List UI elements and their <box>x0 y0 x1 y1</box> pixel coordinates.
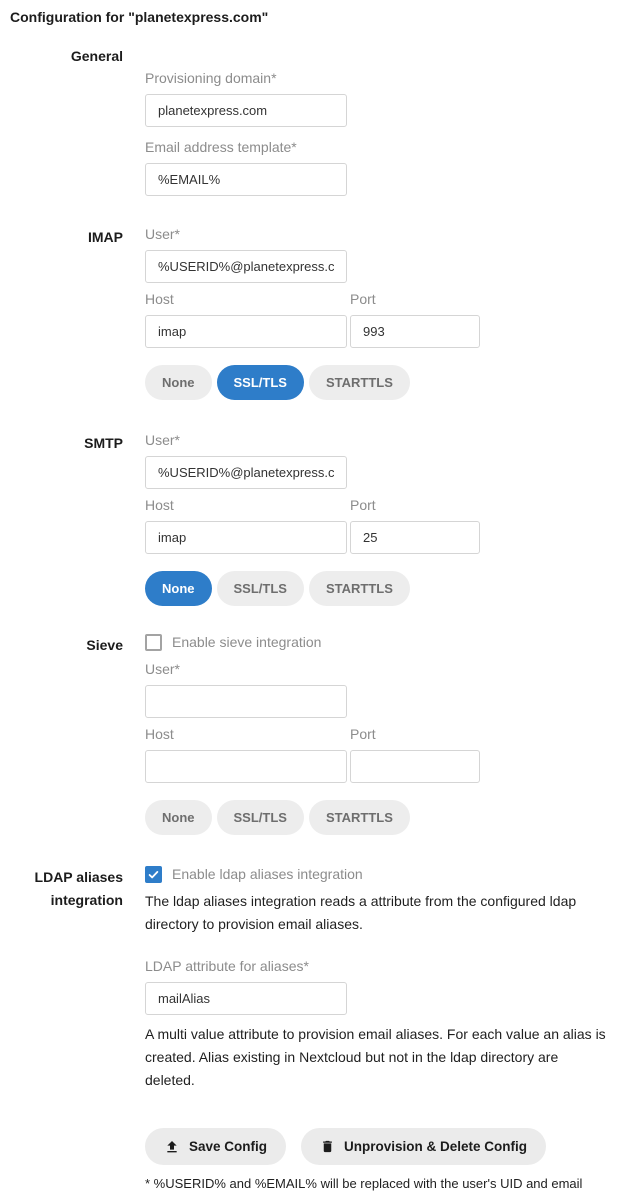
section-general <box>10 45 642 196</box>
checkmark-icon <box>147 868 160 881</box>
smtp-security-ssltls-button[interactable]: SSL/TLS <box>217 571 304 606</box>
section-general-label: General <box>70 48 123 64</box>
ldap-description <box>145 890 642 936</box>
provisioning-domain-input[interactable] <box>145 94 347 127</box>
provisioning-domain-label: Provisioning domain* <box>145 70 277 86</box>
smtp-port-label: Port <box>350 497 376 513</box>
email-template-input[interactable] <box>145 163 347 196</box>
ldap-description-line: directory to provision email aliases. <box>145 916 363 932</box>
imap-port-label: Port <box>350 291 376 307</box>
upload-icon <box>164 1139 180 1155</box>
imap-user-input[interactable] <box>145 250 347 283</box>
section-ldap-content <box>145 866 642 1192</box>
smtp-user-input[interactable] <box>145 456 347 489</box>
imap-host-input[interactable] <box>145 315 347 348</box>
ldap-attribute-input[interactable] <box>145 982 347 1015</box>
trash-icon <box>320 1139 335 1154</box>
section-general-content <box>145 45 642 196</box>
email-template-label: Email address template* <box>145 139 297 155</box>
unprovision-delete-label: Unprovision & Delete Config <box>344 1139 528 1154</box>
smtp-security-toggle <box>145 571 642 606</box>
imap-security-toggle <box>145 365 642 400</box>
sieve-host-input[interactable] <box>145 750 347 783</box>
section-sieve-label: Sieve <box>86 637 123 653</box>
imap-user-label: User* <box>145 226 181 242</box>
section-imap-content <box>145 226 642 400</box>
sieve-user-label: User* <box>145 661 181 677</box>
imap-host-label: Host <box>145 291 174 307</box>
save-config-button[interactable] <box>145 1128 286 1165</box>
save-config-label: Save Config <box>189 1139 268 1154</box>
section-imap <box>10 226 642 400</box>
sieve-enable-row <box>145 634 642 651</box>
section-smtp-label: SMTP <box>84 435 123 451</box>
smtp-host-label: Host <box>145 497 174 513</box>
section-sieve-content <box>145 634 642 835</box>
smtp-user-label: User* <box>145 432 181 448</box>
imap-security-none-button[interactable]: None <box>145 365 212 400</box>
smtp-port-input[interactable] <box>350 521 480 554</box>
smtp-security-starttls-button[interactable]: STARTTLS <box>309 571 410 606</box>
ldap-help-line: deleted. <box>145 1072 195 1088</box>
sieve-enable-checkbox[interactable] <box>145 634 162 651</box>
section-smtp <box>10 432 642 606</box>
sieve-user-input[interactable] <box>145 685 347 718</box>
sieve-security-starttls-button[interactable]: STARTTLS <box>309 800 410 835</box>
ldap-enable-row <box>145 866 642 883</box>
ldap-attribute-help <box>145 1023 642 1092</box>
ldap-attribute-label: LDAP attribute for aliases* <box>145 958 309 974</box>
ldap-help-line: created. Alias existing in Nextcloud but not in the ldap directory are <box>145 1049 559 1065</box>
ldap-description-line: The ldap aliases integration reads a attribute from the configured ldap <box>145 893 577 909</box>
page-title: Configuration for "planetexpress.com" <box>10 9 269 25</box>
sieve-enable-label: Enable sieve integration <box>172 634 322 650</box>
ldap-help-line: A multi value attribute to provision email aliases. For each value an alias is <box>145 1026 606 1042</box>
imap-security-starttls-button[interactable]: STARTTLS <box>309 365 410 400</box>
ldap-enable-label: Enable ldap aliases integration <box>172 866 363 882</box>
section-ldap-aliases <box>10 866 642 1192</box>
imap-security-ssltls-button[interactable]: SSL/TLS <box>217 365 304 400</box>
section-smtp-content <box>145 432 642 606</box>
ldap-enable-checkbox[interactable] <box>145 866 162 883</box>
sieve-security-none-button[interactable]: None <box>145 800 212 835</box>
sieve-security-ssltls-button[interactable]: SSL/TLS <box>217 800 304 835</box>
imap-port-input[interactable] <box>350 315 480 348</box>
action-buttons-row <box>145 1128 642 1165</box>
section-sieve <box>10 634 642 835</box>
smtp-security-none-button[interactable]: None <box>145 571 212 606</box>
unprovision-delete-button[interactable] <box>301 1128 546 1165</box>
sieve-security-toggle <box>145 800 642 835</box>
section-imap-label: IMAP <box>88 229 123 245</box>
section-ldap-label: LDAP aliases integration <box>34 869 123 908</box>
sieve-host-label: Host <box>145 726 174 742</box>
sieve-port-input[interactable] <box>350 750 480 783</box>
sieve-port-label: Port <box>350 726 376 742</box>
placeholders-footnote: * %USERID% and %EMAIL% will be replaced with the user's UID and email <box>145 1176 583 1191</box>
smtp-host-input[interactable] <box>145 521 347 554</box>
